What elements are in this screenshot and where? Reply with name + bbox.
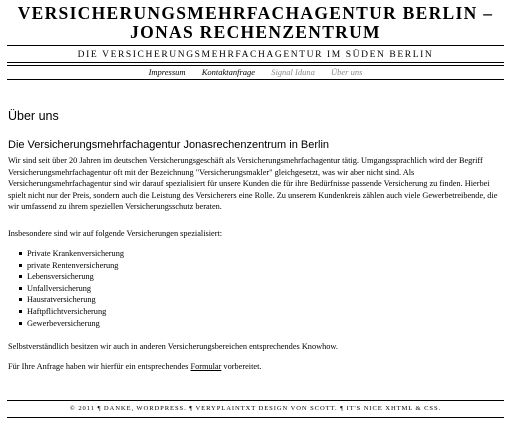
footer-bottom-rule: [7, 417, 504, 418]
nav-bottom-rule: [7, 79, 504, 80]
bullet-icon: [19, 252, 22, 255]
list-intro: Insbesondere sind wir auf folgende Versicherungen spezialisiert:: [8, 229, 223, 238]
form-text-after: vorbereitet.: [221, 362, 262, 371]
bullet-icon: [19, 287, 22, 290]
form-paragraph: [8, 361, 502, 373]
page-title: Über uns: [8, 109, 59, 123]
bullet-icon: [19, 275, 22, 278]
knowhow-paragraph: Selbstverständlich besitzen wir auch in anderen Versicherungsbereichen entsprechendes Knowhow.: [8, 342, 338, 351]
nav-item-impressum[interactable]: Impressum: [148, 67, 186, 77]
section-title: Die Versicherungsmehrfachagentur Jonasrechenzentrum in Berlin: [8, 139, 330, 151]
intro-paragraph: Wir sind seit über 20 Jahren im deutschen Versicherungsgeschäft als Versicherungsmehrfachagentur tätig. Umgangssprachlich wird der Begriff Versicherungsmehrfachagentur oft mit der Bezeichnung "Versicherungsmakler" gleichgesetzt, was wir aber nicht sind. Als Versicherungsmehrfachagentur sind wir darauf spezialisiert für unsere Kunden die für ihre Bedürfnisse passende Versicherung zu finden. Hierbei spielt nicht nur der Preis, sondern auch die Leistung des Versicherers eine Rolle. Zu unserem Kundenkreis zählen auch viele Gewerbetreibende, die wir umfassend zu ihrem speziellen Versicherungsschutz beraten.: [8, 156, 498, 212]
main-nav: [7, 66, 504, 78]
specialties-list: [19, 248, 124, 329]
list-item: Gewerbeversicherung: [19, 318, 124, 330]
bullet-icon: [19, 310, 22, 313]
site-title[interactable]: VERSICHERUNGSMEHRFACHAGENTUR BERLIN – JONAS RECHENZENTRUM: [17, 3, 494, 42]
nav-item-kontaktanfrage[interactable]: Kontaktanfrage: [201, 67, 256, 77]
list-item: Unfallversicherung: [19, 283, 124, 295]
bullet-icon: [19, 298, 22, 301]
list-item: Private Krankenversicherung: [19, 248, 124, 260]
list-item: Lebensversicherung: [19, 271, 124, 283]
header-top-rule: [7, 45, 504, 46]
site-tagline: DIE VERSICHERUNGSMEHRFACHAGENTUR IM SÜDEN BERLIN: [77, 50, 434, 60]
footer-top-rule: [7, 400, 504, 401]
bullet-icon: [19, 264, 22, 267]
list-item: Hausratversicherung: [19, 294, 124, 306]
nav-item-ueber-uns[interactable]: Über uns: [331, 67, 363, 77]
list-item: private Rentenversicherung: [19, 260, 124, 272]
footer-text: © 2011 ¶ DANKE, WORDPRESS. ¶ VERYPLAINTXT DESIGN VON SCOTT. ¶ IT'S NICE XHTML & CSS.: [69, 405, 442, 412]
nav-item-signal-iduna[interactable]: Signal Iduna: [271, 67, 315, 77]
list-item: Haftpflichtversicherung: [19, 306, 124, 318]
form-text-before: Für Ihre Anfrage haben wir hierfür ein entsprechendes: [8, 362, 191, 371]
bullet-icon: [19, 322, 22, 325]
form-link[interactable]: Formular: [190, 362, 222, 371]
